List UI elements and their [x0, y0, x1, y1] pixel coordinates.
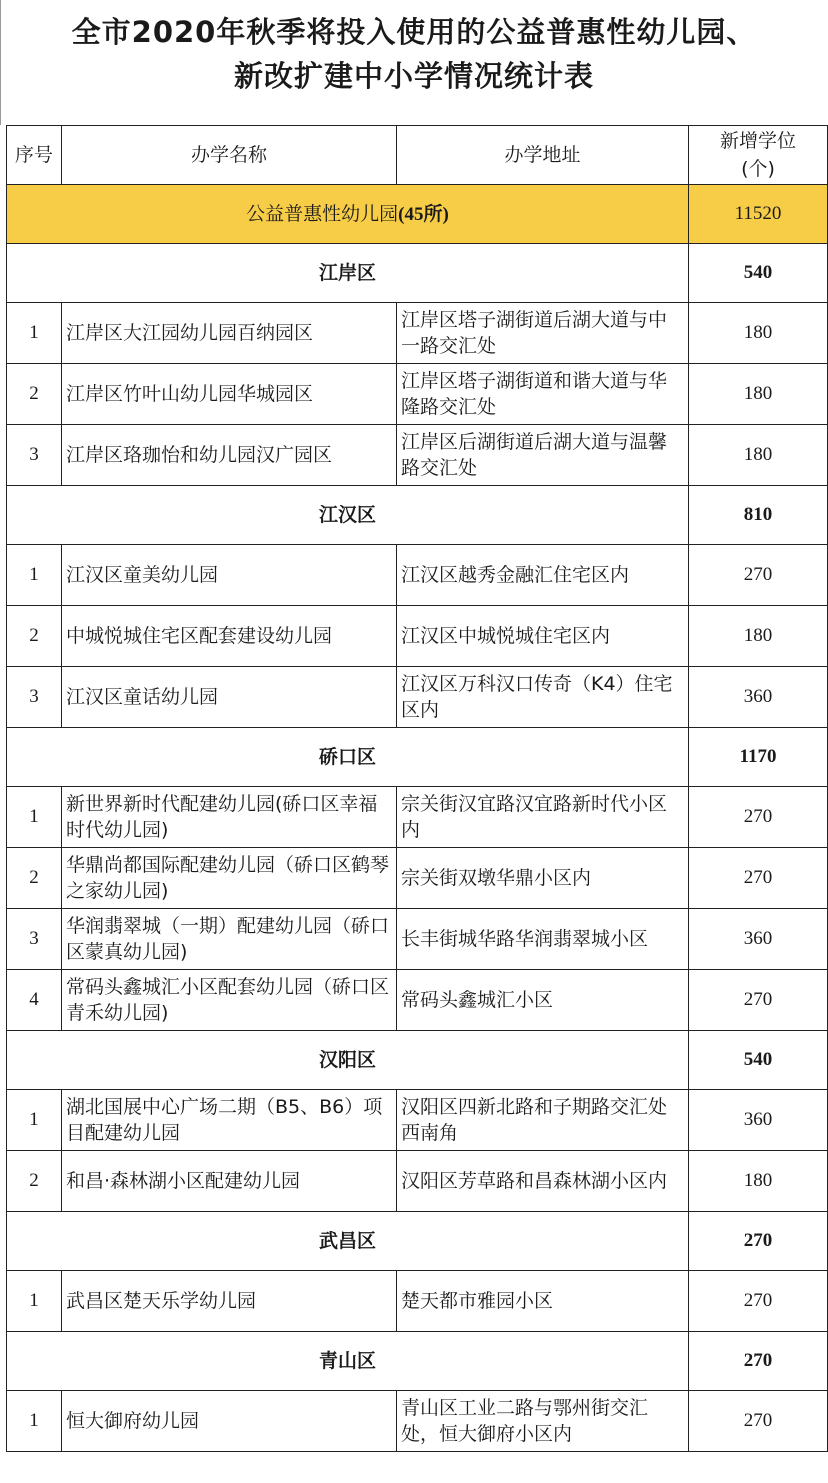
- school-address: 江汉区中城悦城住宅区内: [397, 606, 689, 667]
- row-number: 1: [7, 787, 62, 848]
- school-address: 常码头鑫城汇小区: [397, 970, 689, 1031]
- new-seats: 180: [689, 606, 828, 667]
- table-row: [7, 1151, 828, 1212]
- new-seats: 270: [689, 848, 828, 909]
- row-number: 4: [7, 970, 62, 1031]
- school-address: 江汉区越秀金融汇住宅区内: [397, 545, 689, 606]
- school-address: 青山区工业二路与鄂州街交汇处，恒大御府小区内: [397, 1391, 689, 1452]
- table-row: [7, 1391, 828, 1452]
- school-address: 江岸区塔子湖街道后湖大道与中一路交汇处: [397, 303, 689, 364]
- row-number: 1: [7, 1090, 62, 1151]
- school-address: 江汉区万科汉口传奇（K4）住宅区内: [397, 667, 689, 728]
- school-name: 江岸区珞珈怡和幼儿园汉广园区: [62, 425, 397, 486]
- new-seats: 180: [689, 303, 828, 364]
- row-number: 2: [7, 364, 62, 425]
- header-no: 序号: [7, 126, 62, 185]
- school-address: 宗关街双墩华鼎小区内: [397, 848, 689, 909]
- district-row: [7, 1212, 828, 1271]
- district-row: [7, 1031, 828, 1090]
- statistics-table: [6, 125, 828, 1452]
- school-address: 江岸区后湖街道后湖大道与温馨路交汇处: [397, 425, 689, 486]
- new-seats: 360: [689, 667, 828, 728]
- district-seats: 810: [689, 486, 828, 545]
- row-number: 1: [7, 1391, 62, 1452]
- district-row: [7, 1332, 828, 1391]
- new-seats: 270: [689, 1271, 828, 1332]
- school-name: 湖北国展中心广场二期（B5、B6）项目配建幼儿园: [62, 1090, 397, 1151]
- page-title: [0, 10, 828, 98]
- row-number: 2: [7, 1151, 62, 1212]
- school-address: 楚天都市雅园小区: [397, 1271, 689, 1332]
- summary-seats: 11520: [689, 185, 828, 244]
- district-seats: 1170: [689, 728, 828, 787]
- table-row: [7, 909, 828, 970]
- school-address: 宗关街汉宜路汉宜路新时代小区内: [397, 787, 689, 848]
- row-number: 2: [7, 848, 62, 909]
- district-name: 硚口区: [7, 728, 689, 787]
- header-name: 办学名称: [62, 126, 397, 185]
- table-row: [7, 1271, 828, 1332]
- table-row: [7, 667, 828, 728]
- new-seats: 360: [689, 909, 828, 970]
- school-name: 江汉区童话幼儿园: [62, 667, 397, 728]
- table-row: [7, 848, 828, 909]
- summary-label-count: (45所): [398, 203, 449, 225]
- new-seats: 270: [689, 545, 828, 606]
- new-seats: 270: [689, 1391, 828, 1452]
- new-seats: 270: [689, 787, 828, 848]
- table-row: [7, 606, 828, 667]
- title-line-2: 新改扩建中小学情况统计表: [233, 59, 594, 93]
- school-name: 新世界新时代配建幼儿园(硚口区幸福时代幼儿园): [62, 787, 397, 848]
- table-row: [7, 545, 828, 606]
- district-name: 江汉区: [7, 486, 689, 545]
- school-name: 江岸区竹叶山幼儿园华城园区: [62, 364, 397, 425]
- district-seats: 270: [689, 1212, 828, 1271]
- summary-label-prefix: 公益普惠性幼儿园: [246, 202, 399, 225]
- row-number: 2: [7, 606, 62, 667]
- header-address: 办学地址: [397, 126, 689, 185]
- new-seats: 180: [689, 425, 828, 486]
- summary-label: [7, 185, 689, 244]
- table-row: [7, 303, 828, 364]
- school-address: 长丰街城华路华润翡翠城小区: [397, 909, 689, 970]
- school-name: 华鼎尚都国际配建幼儿园（硚口区鹤琴之家幼儿园): [62, 848, 397, 909]
- table-row: [7, 364, 828, 425]
- table-row: [7, 425, 828, 486]
- header-seats-line2: (个): [741, 158, 775, 180]
- kindergarten-summary-row: [7, 185, 828, 244]
- school-name: 中城悦城住宅区配套建设幼儿园: [62, 606, 397, 667]
- school-name: 常码头鑫城汇小区配套幼儿园（硚口区青禾幼儿园): [62, 970, 397, 1031]
- district-row: [7, 486, 828, 545]
- school-name: 江汉区童美幼儿园: [62, 545, 397, 606]
- school-address: 汉阳区芳草路和昌森林湖小区内: [397, 1151, 689, 1212]
- row-number: 3: [7, 425, 62, 486]
- district-seats: 540: [689, 244, 828, 303]
- school-name: 江岸区大江园幼儿园百纳园区: [62, 303, 397, 364]
- row-number: 1: [7, 303, 62, 364]
- district-seats: 540: [689, 1031, 828, 1090]
- school-address: 江岸区塔子湖街道和谐大道与华隆路交汇处: [397, 364, 689, 425]
- new-seats: 180: [689, 1151, 828, 1212]
- district-row: [7, 728, 828, 787]
- row-number: 3: [7, 909, 62, 970]
- table-row: [7, 1090, 828, 1151]
- district-name: 汉阳区: [7, 1031, 689, 1090]
- header-seats-line1: 新增学位: [719, 130, 796, 152]
- table-row: [7, 787, 828, 848]
- school-address: 汉阳区四新北路和子期路交汇处西南角: [397, 1090, 689, 1151]
- table-row: [7, 970, 828, 1031]
- new-seats: 180: [689, 364, 828, 425]
- school-name: 武昌区楚天乐学幼儿园: [62, 1271, 397, 1332]
- district-name: 江岸区: [7, 244, 689, 303]
- header-seats: [689, 126, 828, 185]
- row-number: 3: [7, 667, 62, 728]
- row-number: 1: [7, 1271, 62, 1332]
- school-name: 恒大御府幼儿园: [62, 1391, 397, 1452]
- table-header-row: [7, 126, 828, 185]
- district-name: 武昌区: [7, 1212, 689, 1271]
- school-name: 和昌·森林湖小区配建幼儿园: [62, 1151, 397, 1212]
- row-number: 1: [7, 545, 62, 606]
- title-line-1: 全市2020年秋季将投入使用的公益普惠性幼儿园、: [71, 15, 757, 49]
- new-seats: 360: [689, 1090, 828, 1151]
- district-name: 青山区: [7, 1332, 689, 1391]
- district-row: [7, 244, 828, 303]
- district-seats: 270: [689, 1332, 828, 1391]
- school-name: 华润翡翠城（一期）配建幼儿园（硚口区蒙真幼儿园): [62, 909, 397, 970]
- new-seats: 270: [689, 970, 828, 1031]
